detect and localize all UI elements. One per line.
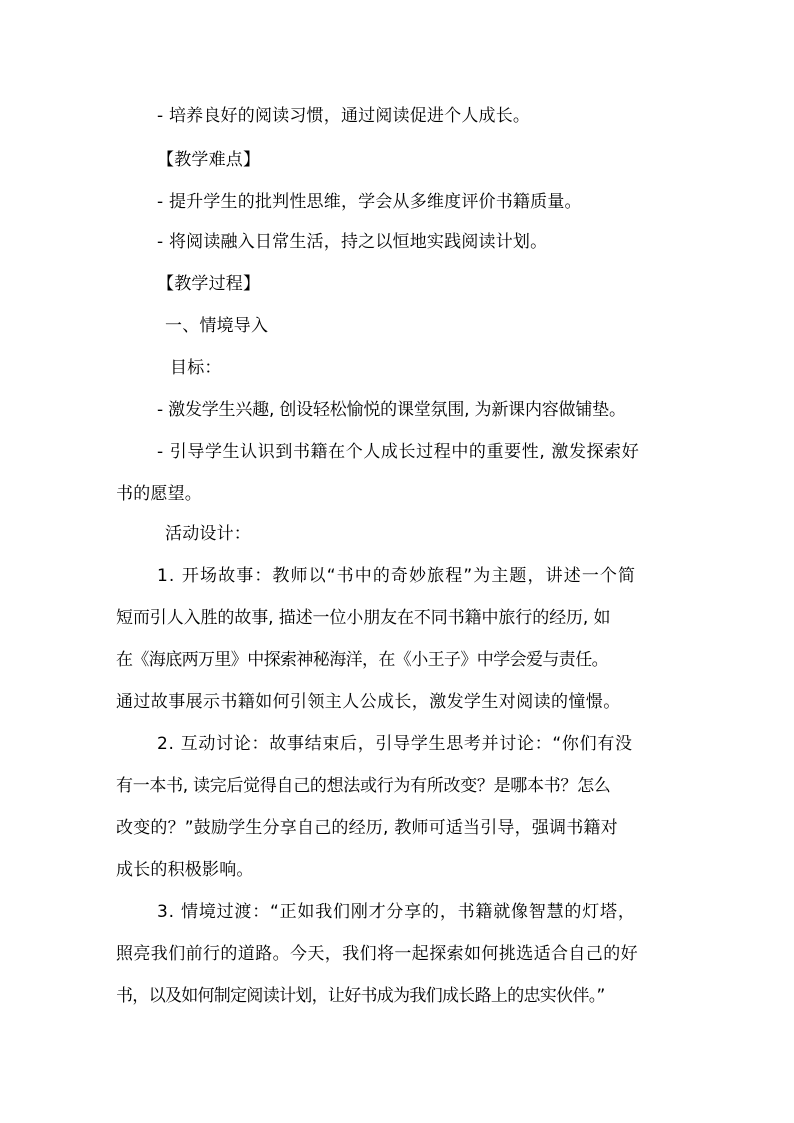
para-opening-story-3: 在《海底两万里》中探索神秘海洋，在《小王子》中学会爱与责任。: [116, 650, 608, 670]
bullet-daily-reading: - 将阅读融入日常生活，持之以恒地实践阅读计划。: [157, 232, 548, 252]
bullet-critical-thinking: - 提升学生的批判性思维，学会从多维度评价书籍质量。: [157, 192, 582, 212]
para-opening-story-1: 1. 开场故事：教师以“书中的奇妙旅程”为主题，讲述一个简: [157, 566, 637, 586]
bullet-guide-awareness-1: - 引导学生认识到书籍在个人成长过程中的重要性, 激发探索好: [157, 442, 640, 462]
para-discussion-4: 成长的积极影响。: [116, 860, 254, 880]
heading-teaching-process: 【教学过程】: [157, 274, 261, 294]
heading-teaching-difficulties: 【教学难点】: [157, 150, 261, 170]
goal-label: 目标：: [170, 358, 222, 378]
para-discussion-1: 2. 互动讨论：故事结束后，引导学生思考并讨论：“你们有没: [157, 734, 633, 754]
activity-design-label: 活动设计：: [165, 524, 251, 544]
bullet-stimulate-interest: - 激发学生兴趣, 创设轻松愉悦的课堂氛围, 为新课内容做铺垫。: [157, 400, 626, 420]
para-discussion-3: 改变的？”鼓励学生分享自己的经历, 教师可适当引导，强调书籍对: [116, 818, 618, 838]
bullet-guide-awareness-2: 书的愿望。: [116, 484, 202, 504]
para-transition-1: 3. 情境过渡：“正如我们刚才分享的，书籍就像智慧的灯塔，: [157, 902, 636, 922]
section-scenario-intro: 一、情境导入: [165, 316, 269, 336]
para-transition-3: 书，以及如何制定阅读计划，让好书成为我们成长路上的忠实伙伴。”: [116, 986, 605, 1006]
para-discussion-2: 有一本书, 读完后觉得自己的想法或行为有所改变？是哪本书？怎么: [116, 776, 611, 796]
para-opening-story-2: 短而引人入胜的故事, 描述一位小朋友在不同书籍中旅行的经历, 如: [116, 608, 611, 628]
bullet-reading-habit: - 培养良好的阅读习惯，通过阅读促进个人成长。: [157, 106, 531, 126]
para-opening-story-4: 通过故事展示书籍如何引领主人公成长，激发学生对阅读的憧憬。: [116, 692, 621, 712]
para-transition-2: 照亮我们前行的道路。今天，我们将一起探索如何挑选适合自己的好: [116, 944, 638, 964]
